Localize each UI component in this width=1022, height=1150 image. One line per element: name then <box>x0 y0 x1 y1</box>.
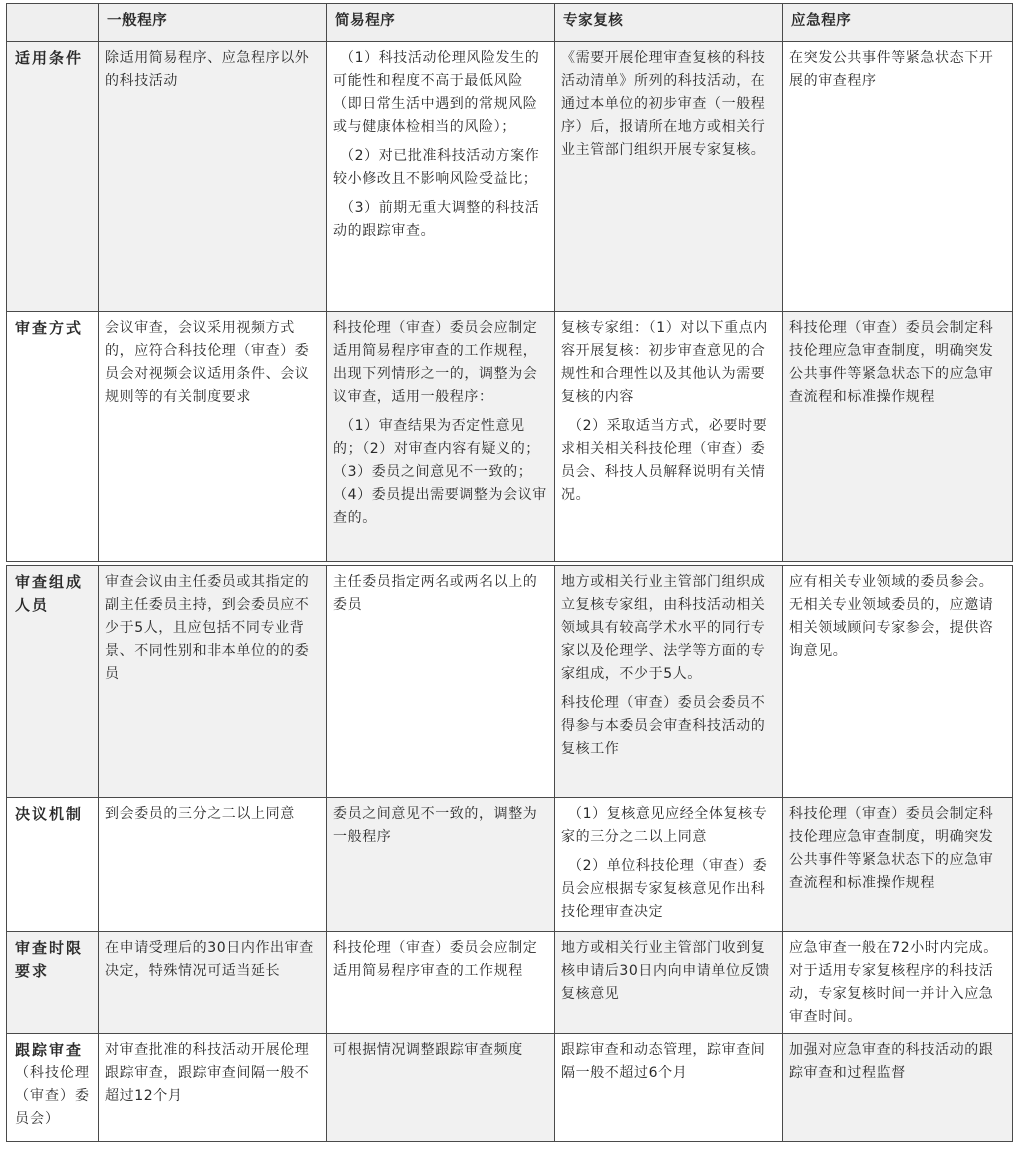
cell-applicable-simple <box>327 42 555 312</box>
cell-decision-emergency: 科技伦理（审查）委员会制定科技伦理应急审查制度，明确突发公共事件等紧急状态下的应急审查流程和标准操作规程 <box>783 798 1013 932</box>
cell-method-simple <box>327 312 555 562</box>
row-label-method: 审查方式 <box>7 312 99 562</box>
cell-paragraph: 科技伦理（审查）委员会委员不得参与本委员会审查科技活动的复核工作 <box>561 695 766 757</box>
cell-paragraph: （1）科技活动伦理风险发生的可能性和程度不高于最低风险（即日常生活中遇到的常规风险或与健康体检相当的风险）； <box>333 50 540 135</box>
header-expert: 专家复核 <box>555 4 783 42</box>
cell-timelimit-general: 在申请受理后的30日内作出审查决定，特殊情况可适当延长 <box>99 932 327 1034</box>
procedure-table-top <box>6 3 1013 562</box>
row-label-tracking-title: 跟踪审查 <box>15 1041 84 1059</box>
cell-applicable-expert: 《需要开展伦理审查复核的科技活动清单》所列的科技活动，在通过本单位的初步审查（一般程序）后，报请所在地方或相关行业主管部门组织开展专家复核。 <box>555 42 783 312</box>
cell-applicable-general: 除适用简易程序、应急程序以外的科技活动 <box>99 42 327 312</box>
cell-timelimit-expert: 地方或相关行业主管部门收到复核申请后30日内向申请单位反馈复核意见 <box>555 932 783 1034</box>
row-label-members: 审查组成人员 <box>7 566 99 798</box>
cell-decision-general: 到会委员的三分之二以上同意 <box>99 798 327 932</box>
row-timelimit <box>7 932 1013 1034</box>
cell-paragraph: （3）前期无重大调整的科技活动的跟踪审查。 <box>333 200 540 239</box>
row-members <box>7 566 1013 798</box>
cell-method-emergency: 科技伦理（审查）委员会制定科技伦理应急审查制度，明确突发公共事件等紧急状态下的应急审查流程和标准操作规程 <box>783 312 1013 562</box>
row-applicable <box>7 42 1013 312</box>
cell-tracking-simple: 可根据情况调整跟踪审查频度 <box>327 1034 555 1142</box>
cell-timelimit-emergency: 应急审查一般在72小时内完成。对于适用专家复核程序的科技活动，专家复核时间一并计入应急审查时间。 <box>783 932 1013 1034</box>
cell-tracking-emergency: 加强对应急审查的科技活动的跟踪审查和过程监督 <box>783 1034 1013 1142</box>
row-decision <box>7 798 1013 932</box>
cell-paragraph: （2）对已批准科技活动方案作较小修改且不影响风险受益比； <box>333 148 540 187</box>
procedure-table-bottom <box>6 565 1013 1142</box>
row-method <box>7 312 1013 562</box>
cell-decision-simple: 委员之间意见不一致的，调整为一般程序 <box>327 798 555 932</box>
cell-paragraph: （1）审查结果为否定性意见的；（2）对审查内容有疑义的；（3）委员之间意见不一致的；（4）委员提出需要调整为会议审查的。 <box>333 418 547 526</box>
cell-members-simple: 主任委员指定两名或两名以上的委员 <box>327 566 555 798</box>
cell-method-general: 会议审查，会议采用视频方式的，应符合科技伦理（审查）委员会对视频会议适用条件、会议规则等的有关制度要求 <box>99 312 327 562</box>
header-general: 一般程序 <box>99 4 327 42</box>
cell-applicable-emergency: 在突发公共事件等紧急状态下开展的审查程序 <box>783 42 1013 312</box>
row-label-decision: 决议机制 <box>7 798 99 932</box>
cell-method-expert <box>555 312 783 562</box>
row-label-applicable: 适用条件 <box>7 42 99 312</box>
cell-members-general: 审查会议由主任委员或其指定的副主任委员主持，到会委员应不少于5人，且应包括不同专业背景、不同性别和非本单位的的委员 <box>99 566 327 798</box>
header-corner <box>7 4 99 42</box>
row-tracking <box>7 1034 1013 1142</box>
header-emergency: 应急程序 <box>783 4 1013 42</box>
cell-timelimit-simple: 科技伦理（审查）委员会应制定适用简易程序审查的工作规程 <box>327 932 555 1034</box>
cell-tracking-expert: 跟踪审查和动态管理，踪审查间隔一般不超过6个月 <box>555 1034 783 1142</box>
cell-paragraph: 复核专家组：（1）对以下重点内容开展复核：初步审查意见的合规性和合理性以及其他认为需要复核的内容 <box>561 320 768 405</box>
cell-tracking-general: 对审查批准的科技活动开展伦理跟踪审查，跟踪审查间隔一般不超过12个月 <box>99 1034 327 1142</box>
cell-paragraph: 地方或相关行业主管部门组织成立复核专家组，由科技活动相关领域具有较高学术水平的同行专家以及伦理学、法学等方面的专家组成，不少于5人。 <box>561 574 766 682</box>
row-label-tracking <box>7 1034 99 1142</box>
cell-members-expert <box>555 566 783 798</box>
cell-paragraph: （1）复核意见应经全体复核专家的三分之二以上同意 <box>561 806 768 845</box>
cell-paragraph: （2）单位科技伦理（审查）委员会应根据专家复核意见作出科技伦理审查决定 <box>561 858 768 920</box>
cell-decision-expert <box>555 798 783 932</box>
row-label-tracking-sub: （科技伦理（审查）委员会） <box>15 1065 90 1127</box>
header-simple: 简易程序 <box>327 4 555 42</box>
row-label-timelimit: 审查时限要求 <box>7 932 99 1034</box>
cell-members-emergency: 应有相关专业领域的委员参会。无相关专业领域委员的，应邀请相关领域顾问专家参会，提供咨询意见。 <box>783 566 1013 798</box>
header-row <box>7 4 1013 42</box>
cell-paragraph: （2）采取适当方式，必要时要求相关相关科技伦理（审查）委员会、科技人员解释说明有关情况。 <box>561 418 768 503</box>
cell-paragraph: 科技伦理（审查）委员会应制定适用简易程序审查的工作规程，出现下列情形之一的，调整为会议审查，适用一般程序： <box>333 320 538 405</box>
